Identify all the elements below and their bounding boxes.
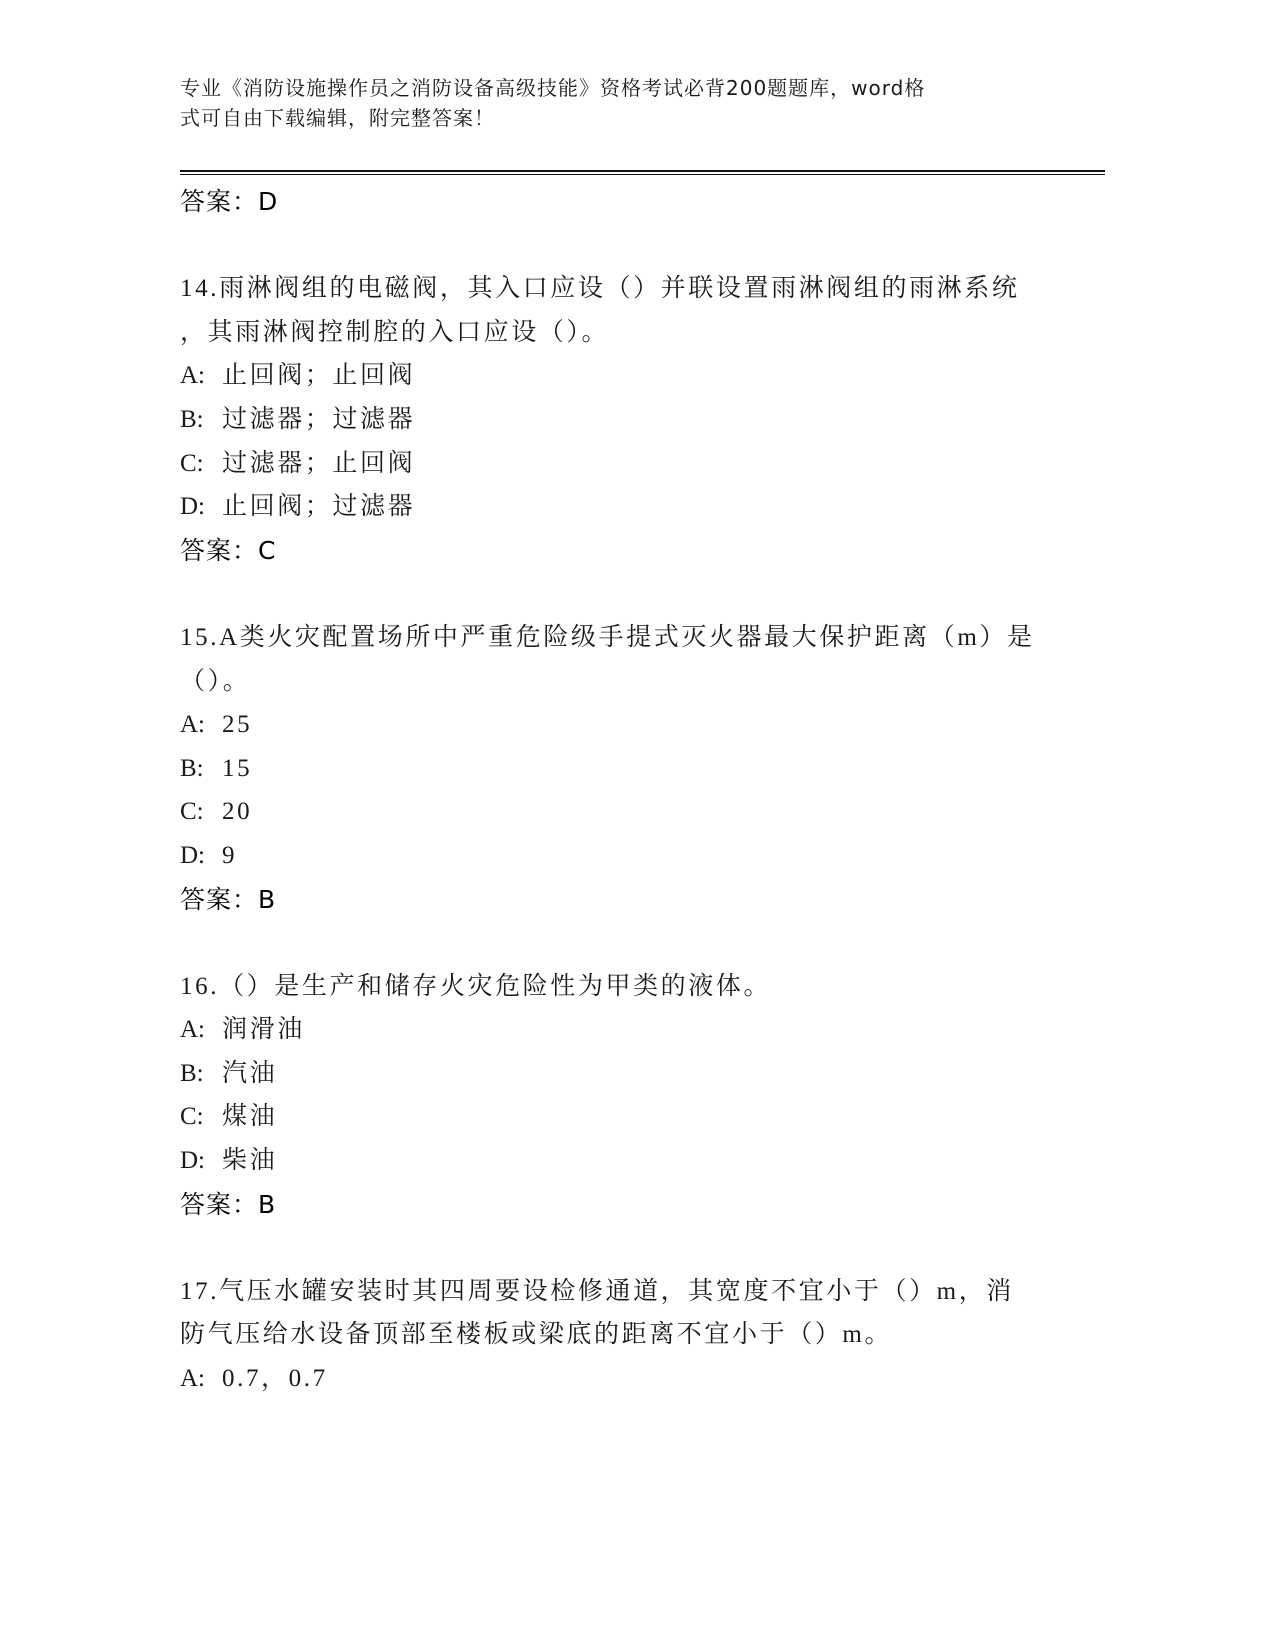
option-b (180, 1052, 1140, 1096)
question-number: 17. (180, 1277, 220, 1305)
answer-label: 答案： (180, 187, 259, 216)
option-text: 20 (222, 798, 253, 826)
option-a (180, 354, 1140, 398)
option-text: 止回阀；过滤器 (222, 493, 416, 521)
question-15 (180, 616, 1140, 921)
answer-line (180, 180, 1140, 224)
option-key: B: (180, 1059, 204, 1087)
option-key: A: (180, 1016, 205, 1044)
answer-value: D (258, 187, 279, 216)
option-key: A: (180, 362, 205, 390)
option-text: 9 (222, 841, 238, 869)
option-a (180, 703, 1140, 747)
option-text: 止回阀；止回阀 (222, 362, 416, 390)
option-a (180, 1008, 1140, 1052)
answer-value: C (258, 535, 277, 565)
header-divider (180, 170, 1105, 175)
option-text: 煤油 (222, 1103, 278, 1131)
option-key: D: (180, 1147, 205, 1175)
answer-line (180, 1183, 1140, 1227)
option-d (180, 834, 1140, 878)
option-key: A: (180, 711, 205, 739)
option-key: D: (180, 493, 205, 521)
answer-line (180, 529, 1140, 573)
question-text: ，其雨淋阀控制腔的入口应设（）。 (180, 318, 610, 346)
option-key: C: (180, 798, 204, 826)
option-text: 汽油 (222, 1059, 278, 1087)
option-text: 过滤器；过滤器 (222, 405, 416, 433)
option-key: C: (180, 449, 204, 477)
option-key: A: (180, 1365, 205, 1393)
question-16 (180, 965, 1140, 1227)
question-17 (180, 1270, 1140, 1401)
question-text-line (180, 267, 1140, 311)
option-d (180, 485, 1140, 529)
question-text-line (180, 1270, 1140, 1314)
answer-value: B (258, 1189, 277, 1219)
option-key: C: (180, 1103, 204, 1131)
option-c (180, 1095, 1140, 1139)
question-text-line (180, 311, 1140, 355)
question-text-line (180, 616, 1140, 660)
option-text: 过滤器；止回阀 (222, 449, 416, 477)
option-text: 25 (222, 711, 253, 739)
option-key: B: (180, 754, 204, 782)
document-header (180, 73, 1080, 133)
question-number: 14. (180, 275, 220, 303)
option-c (180, 790, 1140, 834)
question-text-line (180, 1313, 1140, 1357)
question-text: 气压水罐安装时其四周要设检修通道，其宽度不宜小于（）m，消 (219, 1277, 1014, 1305)
header-line: 专业《消防设施操作员之消防设备高级技能》资格考试必背200题题库，word格 (180, 76, 926, 100)
question-number: 16. (180, 972, 220, 1000)
option-b (180, 398, 1140, 442)
answer-value: B (258, 884, 277, 914)
option-text: 柴油 (222, 1147, 278, 1175)
question-14 (180, 267, 1140, 572)
answer-label: 答案： (180, 1189, 259, 1219)
question-text: 防气压给水设备顶部至楼板或梁底的距离不宜小于（）m。 (180, 1321, 893, 1349)
option-text: 15 (222, 754, 253, 782)
option-d (180, 1139, 1140, 1183)
header-line: 式可自由下载编辑，附完整答案！ (180, 106, 495, 130)
question-text-line (180, 965, 1140, 1009)
option-key: D: (180, 841, 205, 869)
question-text: A类火灾配置场所中严重危险级手提式灭火器最大保护距离（m）是 (219, 623, 1035, 651)
question-number: 15. (180, 623, 220, 651)
option-key: B: (180, 405, 204, 433)
question-text: （）是生产和储存火灾危险性为甲类的液体。 (219, 972, 772, 1000)
question-list (180, 180, 1140, 1401)
answer-line (180, 878, 1140, 922)
option-b (180, 747, 1140, 791)
question-text: （）。 (180, 667, 251, 695)
answer-label: 答案： (180, 535, 259, 565)
question-text: 雨淋阀组的电磁阀，其入口应设（）并联设置雨淋阀组的雨淋系统 (219, 275, 1020, 303)
option-c (180, 442, 1140, 486)
option-a (180, 1357, 1140, 1401)
question-text-line (180, 660, 1140, 704)
answer-label: 答案： (180, 884, 259, 914)
option-text: 润滑油 (222, 1016, 305, 1044)
option-text: 0.7，0.7 (222, 1365, 328, 1393)
